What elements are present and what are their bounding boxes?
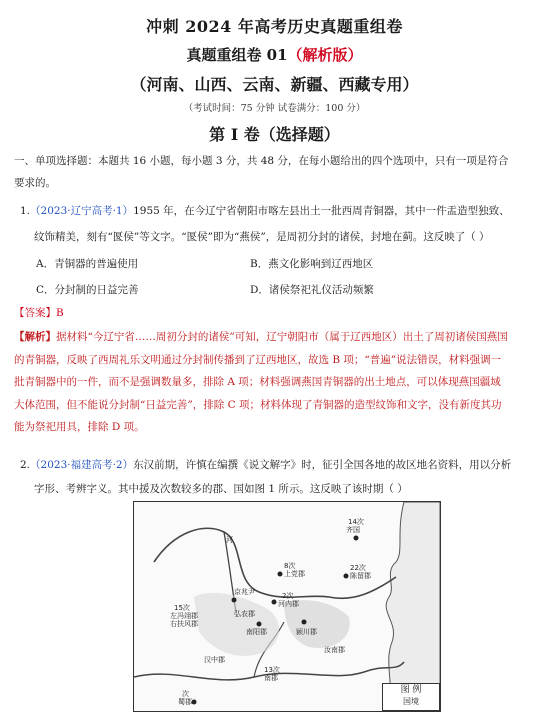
answer-value: B [56,307,64,319]
q1-option-d[interactable]: D．诸侯祭祀礼仪活动频繁 [250,284,374,296]
analysis-block [14,326,536,439]
map-label-nanyang: 南阳郡 [246,628,267,636]
document-title: 冲刺 2024 年高考历史真题重组卷 [146,17,403,36]
legend-item: 国境 [403,697,419,706]
answer-line [14,302,64,324]
analysis-line-4: 大体范围，但不能说分封制“日益完善”，排除 C 项；材料体现了青铜器的造型纹饰和文字，没有新度其功 [14,398,502,411]
map-label-shangdang: 8次上党郡 [284,562,305,578]
map-label-nanjun: 13次南郡 [264,666,280,682]
q1-line-1 [20,200,540,222]
subtitle-edition: （解析版） [287,46,363,64]
chenliu-city-dot [344,574,349,579]
map-label-henei: 2次河内郡 [278,592,299,608]
map-label-runan: 汝南郡 [324,646,345,654]
analysis-line-1: 【解析】据材料“今辽宁省……周初分封的诸侯”可知，辽宁朝阳市（属于辽西地区）出土了周初诸侯国燕国 [14,331,508,343]
han-commanderies-map [133,501,441,712]
document-subtitle [0,44,549,65]
map-label-qi: 14次齐国 [346,518,364,534]
section-title: 第 I 卷（选择题） [209,125,340,144]
q1-line-2: 纹饰精美，刻有“匽侯”等文字。“匽侯”即为“燕侯”，是周初分封的诸侯，封地在蓟。这反映了（ ） [34,231,490,243]
instructions-line-2: 要求的。 [14,177,56,189]
q1-source: （2023·辽宁高考·1） [30,205,134,217]
analysis-label: 【解析】 [14,331,56,343]
map-label-chenliu: 22次陈留郡 [350,564,371,580]
legend-title: 图 例 [400,685,422,695]
analysis-line-3: 批青铜器中的一件，而不是强调数量多，排除 A 项；材料强调燕国青铜器的出土地点，可以体现燕国疆域 [14,376,501,388]
q1-stem-1: 1955 年，在今辽宁省朝阳市喀左县出土一批西周青铜器，其中一件盂造型独致、 [133,205,510,217]
q2-line-2: 字形、考辨字义。其中援及次数较多的郡、国如图 1 所示。这反映了该时期（ ） [34,483,408,495]
zuofengyi-city-dot [232,598,237,603]
analysis-line-2: 的青铜器，反映了西周礼乐文明通过分封制传播到了辽西地区，故选 B 项；“普遍”说法错误，材料强调一 [14,353,502,366]
region-scope: （河南、山西、云南、新疆、西藏专用） [130,75,419,94]
map-drawing [134,502,440,711]
shu-city-dot [192,700,197,705]
q1-option-b[interactable]: B．燕文化影响到辽西地区 [250,258,374,270]
qi-city-dot [354,536,359,541]
q1-option-a[interactable]: A．青铜器的普遍使用 [36,258,139,270]
yingchuan-city-dot [302,620,307,625]
q1-number: 1. [20,205,31,217]
map-label-hongnong: 弘农郡 [234,610,255,618]
map-label-jingzhao: 京兆尹 [234,588,255,596]
q2-stem-1: 东汉前期，许慎在编撰《说文解字》时，征引全国各地的故区地名资料，用以分析 [133,459,512,471]
map-label-zuofengyi: 15次左冯翊郡右扶风郡 [170,604,198,628]
map-label-hanzhong: 汉中郡 [204,656,225,664]
map-label-river: 河 [226,536,233,544]
exam-meta: （考试时间：75 分钟 试卷满分：100 分） [183,103,366,114]
subtitle-main: 真题重组卷 01 [186,46,288,64]
central-region-shade [194,593,279,656]
map-legend [382,683,440,711]
analysis-line-5: 能为祭祀用具，排除 D 项。 [14,421,145,433]
q2-source: （2023·福建高考·2） [30,459,134,471]
sea-shape [386,502,440,711]
instructions-line-1: 一、单项选择题：本题共 16 小题，每小题 3 分，共 48 分，在每小题给出的四个选项中，只有一项是符合 [14,155,509,167]
henei-city-dot [272,600,277,605]
nanyang-city-dot [257,622,262,627]
answer-label: 【答案】 [14,307,56,319]
map-label-shu: 次蜀郡 [178,690,192,706]
map-label-yingchuan: 颍川郡 [296,628,317,636]
shangdang-city-dot [278,572,283,577]
q1-option-c[interactable]: C．分封制的日益完善 [36,284,139,296]
q2-line-1 [20,454,540,476]
q2-number: 2. [20,459,31,471]
